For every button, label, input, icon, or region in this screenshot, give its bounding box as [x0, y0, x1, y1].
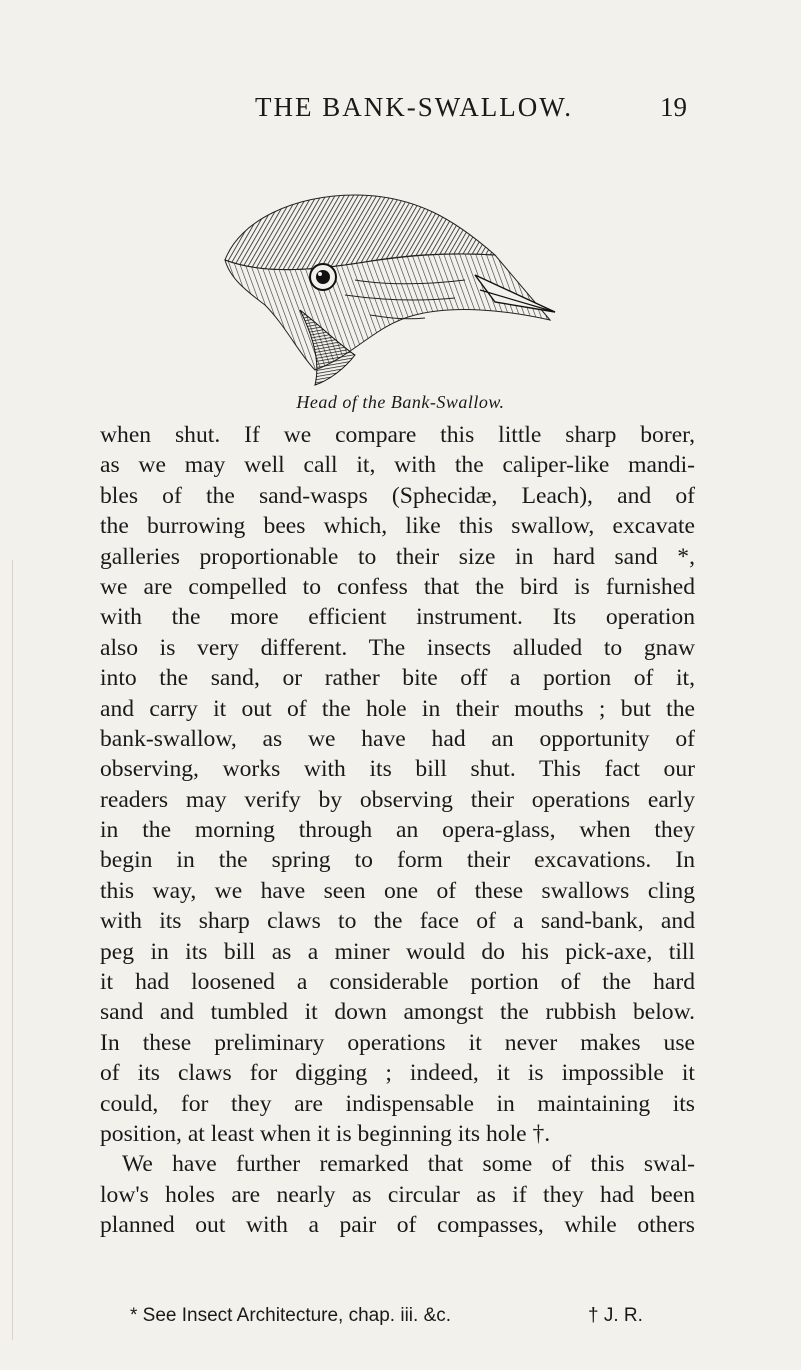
text-line: in the morning through an opera-glass, when they [100, 817, 695, 844]
text-line: with the more efficient instrument. Its operation [100, 604, 695, 631]
text-line: position, at least when it is beginning its hole †. [100, 1120, 551, 1147]
text-line: with its sharp claws to the face of a sand-bank, and [100, 908, 695, 935]
page-edge-divider [12, 560, 13, 1340]
bank-swallow-head-icon [205, 140, 565, 390]
text-line: of its claws for digging ; indeed, it is impossible it [100, 1060, 695, 1087]
text-line: this way, we have seen one of these swallows cling [100, 877, 695, 904]
page-number: 19 [660, 92, 687, 122]
body-text [100, 420, 695, 1241]
text-line: also is very different. The insects alluded to gnaw [100, 634, 695, 661]
text-line: begin in the spring to form their excavations. In [100, 847, 695, 874]
text-line: low's holes are nearly as circular as if they had been [100, 1181, 695, 1208]
text-line: bank-swallow, as we have had an opportunity of [100, 725, 695, 752]
text-line: peg in its bill as a miner would do his pick-axe, till [100, 938, 695, 965]
text-line: We have further remarked that some of this swal- [122, 1151, 695, 1178]
running-title: THE BANK-SWALLOW. [255, 92, 573, 122]
footnote-jr: † J. R. [588, 1305, 643, 1326]
bank-swallow-head-figure [205, 140, 565, 390]
text-line: the burrowing bees which, like this swallow, excavate [100, 513, 695, 540]
text-line: it had loosened a considerable portion of the hard [100, 969, 695, 996]
text-line: planned out with a pair of compasses, while others [100, 1212, 695, 1239]
text-line: In these preliminary operations it never makes use [100, 1029, 695, 1056]
footnote-insect-architecture: * See Insect Architecture, chap. iii. &c. [130, 1305, 452, 1326]
text-line: sand and tumbled it down amongst the rubbish below. [100, 999, 695, 1026]
text-line: into the sand, or rather bite off a portion of it, [100, 665, 695, 692]
text-line: and carry it out of the hole in their mouths ; but the [100, 695, 695, 722]
text-line: we are compelled to confess that the bird is furnished [100, 573, 695, 600]
text-line: galleries proportionable to their size in hard sand *, [100, 543, 695, 570]
figure-caption: Head of the Bank-Swallow. [296, 392, 505, 412]
text-line: observing, works with its bill shut. This fact our [100, 756, 695, 783]
text-line: readers may verify by observing their operations early [100, 786, 695, 813]
text-line: when shut. If we compare this little sharp borer, [100, 422, 695, 448]
text-line: as we may well call it, with the caliper-like mandi- [100, 452, 695, 479]
text-line: could, for they are indispensable in maintaining its [100, 1090, 695, 1117]
text-line: bles of the sand-wasps (Sphecidæ, Leach), and of [100, 482, 695, 509]
